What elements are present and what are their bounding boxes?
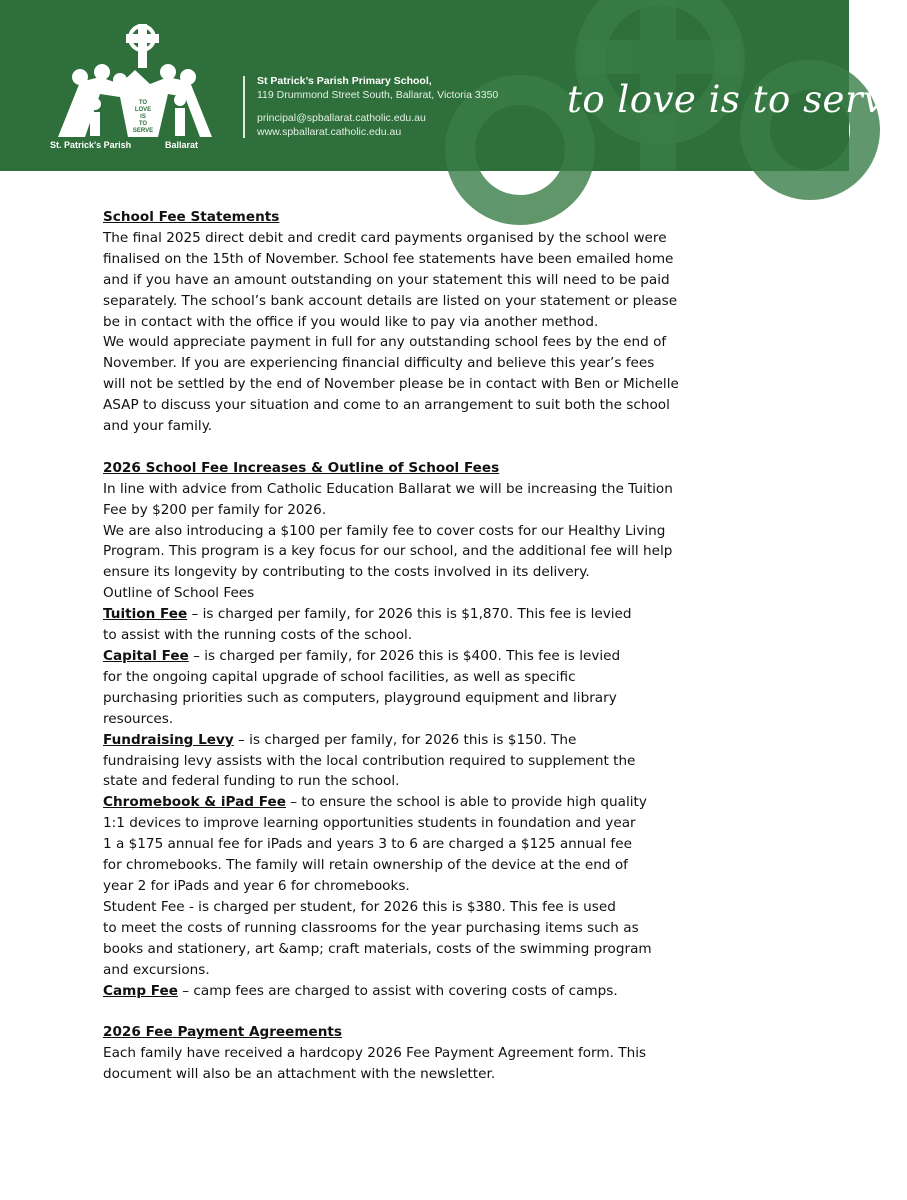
paragraph-line: books and stationery, art &amp; craft materials, costs of the swimming program [103,940,652,957]
paragraph-line: November. If you are experiencing financial difficulty and believe this year’s fees [103,355,655,372]
paragraph-line: We would appreciate payment in full for any outstanding school fees by the end of [103,334,667,351]
logo-motto-line: LOVE [134,107,152,113]
section-heading-fee-increases: 2026 School Fee Increases & Outline of School Fees [103,459,500,476]
logo-motto-line: TO [138,121,148,127]
paragraph-line: state and federal funding to run the school. [103,773,400,790]
email-link[interactable]: principal@spballarat.catholic.edu.au [257,112,426,124]
paragraph-line: be in contact with the office if you would like to pay via another method. [103,313,599,330]
school-name: St Patrick’s Parish Primary School, [257,75,432,87]
paragraph-line: resources. [103,710,174,727]
header-divider [243,76,245,138]
contact-block [257,74,498,139]
fee-term-fundraising: Fundraising Levy [103,731,234,748]
fee-term-devices: Chromebook & iPad Fee [103,794,286,811]
fee-description: – is charged per family, for 2026 this is $400. This fee is levied [188,648,621,665]
paragraph-line: ensure its longevity by contributing to the costs involved in its delivery. [103,564,590,581]
fee-term-camp: Camp Fee [103,982,178,999]
fee-description: – camp fees are charged to assist with covering costs of camps. [177,982,618,999]
paragraph-line: for the ongoing capital upgrade of school facilities, as well as specific [103,668,576,685]
school-address: 119 Drummond Street South, Ballarat, Victoria 3350 [257,89,499,101]
paragraph-line: ASAP to discuss your situation and come to an arrangement to suit both the school [103,397,670,414]
logo-motto-line: IS [140,114,146,120]
paragraph-line: and if you have an amount outstanding on your statement this will need to be paid [103,271,670,288]
paragraph-line: Outline of School Fees [103,585,255,602]
fee-item-camp [103,981,743,1002]
newsletter-body [103,207,743,1085]
paragraph-line: Program. This program is a key focus for our school, and the additional fee will help [103,543,673,560]
paragraph-line: We are also introducing a $100 per family fee to cover costs for our Healthy Living [103,522,666,539]
letterhead-banner [0,0,907,171]
paragraph-line: finalised on the 15th of November. School fee statements have been emailed home [103,250,674,267]
school-logo [40,22,220,157]
paragraph-line: separately. The school’s bank account details are listed on your statement or please [103,292,678,309]
paragraph-line: fundraising levy assists with the local contribution required to supplement the [103,752,636,769]
paragraph-line: and excursions. [103,961,210,978]
paragraph-line: Student Fee - is charged per student, for 2026 this is $380. This fee is used [103,898,616,915]
fee-item-capital [103,646,743,667]
paragraph-line: 1:1 devices to improve learning opportunities students in foundation and year [103,815,636,832]
website-link[interactable]: www.spballarat.catholic.edu.au [257,126,402,138]
logo-motto-line: TO [138,100,148,106]
paragraph-line: Fee by $200 per family for 2026. [103,501,327,518]
fee-description: – to ensure the school is able to provide high quality [285,794,647,811]
paragraph-line: purchasing priorities such as computers, playground equipment and library [103,689,617,706]
paragraph-line: and your family. [103,418,213,435]
section-heading-payment-agreements: 2026 Fee Payment Agreements [103,1024,343,1041]
paragraph-line: will not be settled by the end of November please be in contact with Ben or Michelle [103,376,679,393]
paragraph-line: year 2 for iPads and year 6 for chromebooks. [103,877,410,894]
logo-caption-parish: St. Patrick's Parish [50,140,132,150]
fee-item-devices [103,792,743,813]
paragraph-line: for chromebooks. The family will retain ownership of the device at the end of [103,857,628,874]
fee-term-tuition: Tuition Fee [103,606,188,623]
logo-caption-city: Ballarat [165,140,199,150]
paragraph-line: document will also be an attachment with the newsletter. [103,1066,496,1083]
fee-description: – is charged per family, for 2026 this is $150. The [233,731,577,748]
paragraph-line: The final 2025 direct debit and credit card payments organised by the school were [103,229,667,246]
fee-term-capital: Capital Fee [103,648,189,665]
paragraph-line: In line with advice from Catholic Education Ballarat we will be increasing the Tuition [103,480,673,497]
paragraph-line: Each family have received a hardcopy 2026 Fee Payment Agreement form. This [103,1045,647,1062]
section-heading-fee-statements: School Fee Statements [103,209,280,225]
paragraph-line: to meet the costs of running classrooms for the year purchasing items such as [103,919,639,936]
motto-script: to love is to serve [567,78,907,121]
fee-item-fundraising [103,730,743,751]
logo-motto-line: SERVE [132,128,154,134]
fee-description: – is charged per family, for 2026 this is $1,870. This fee is levied [187,606,632,623]
paragraph-line: to assist with the running costs of the school. [103,627,413,644]
fee-item-tuition [103,604,743,625]
paragraph-line: 1 a $175 annual fee for iPads and years 3 to 6 are charged a $125 annual fee [103,836,632,853]
